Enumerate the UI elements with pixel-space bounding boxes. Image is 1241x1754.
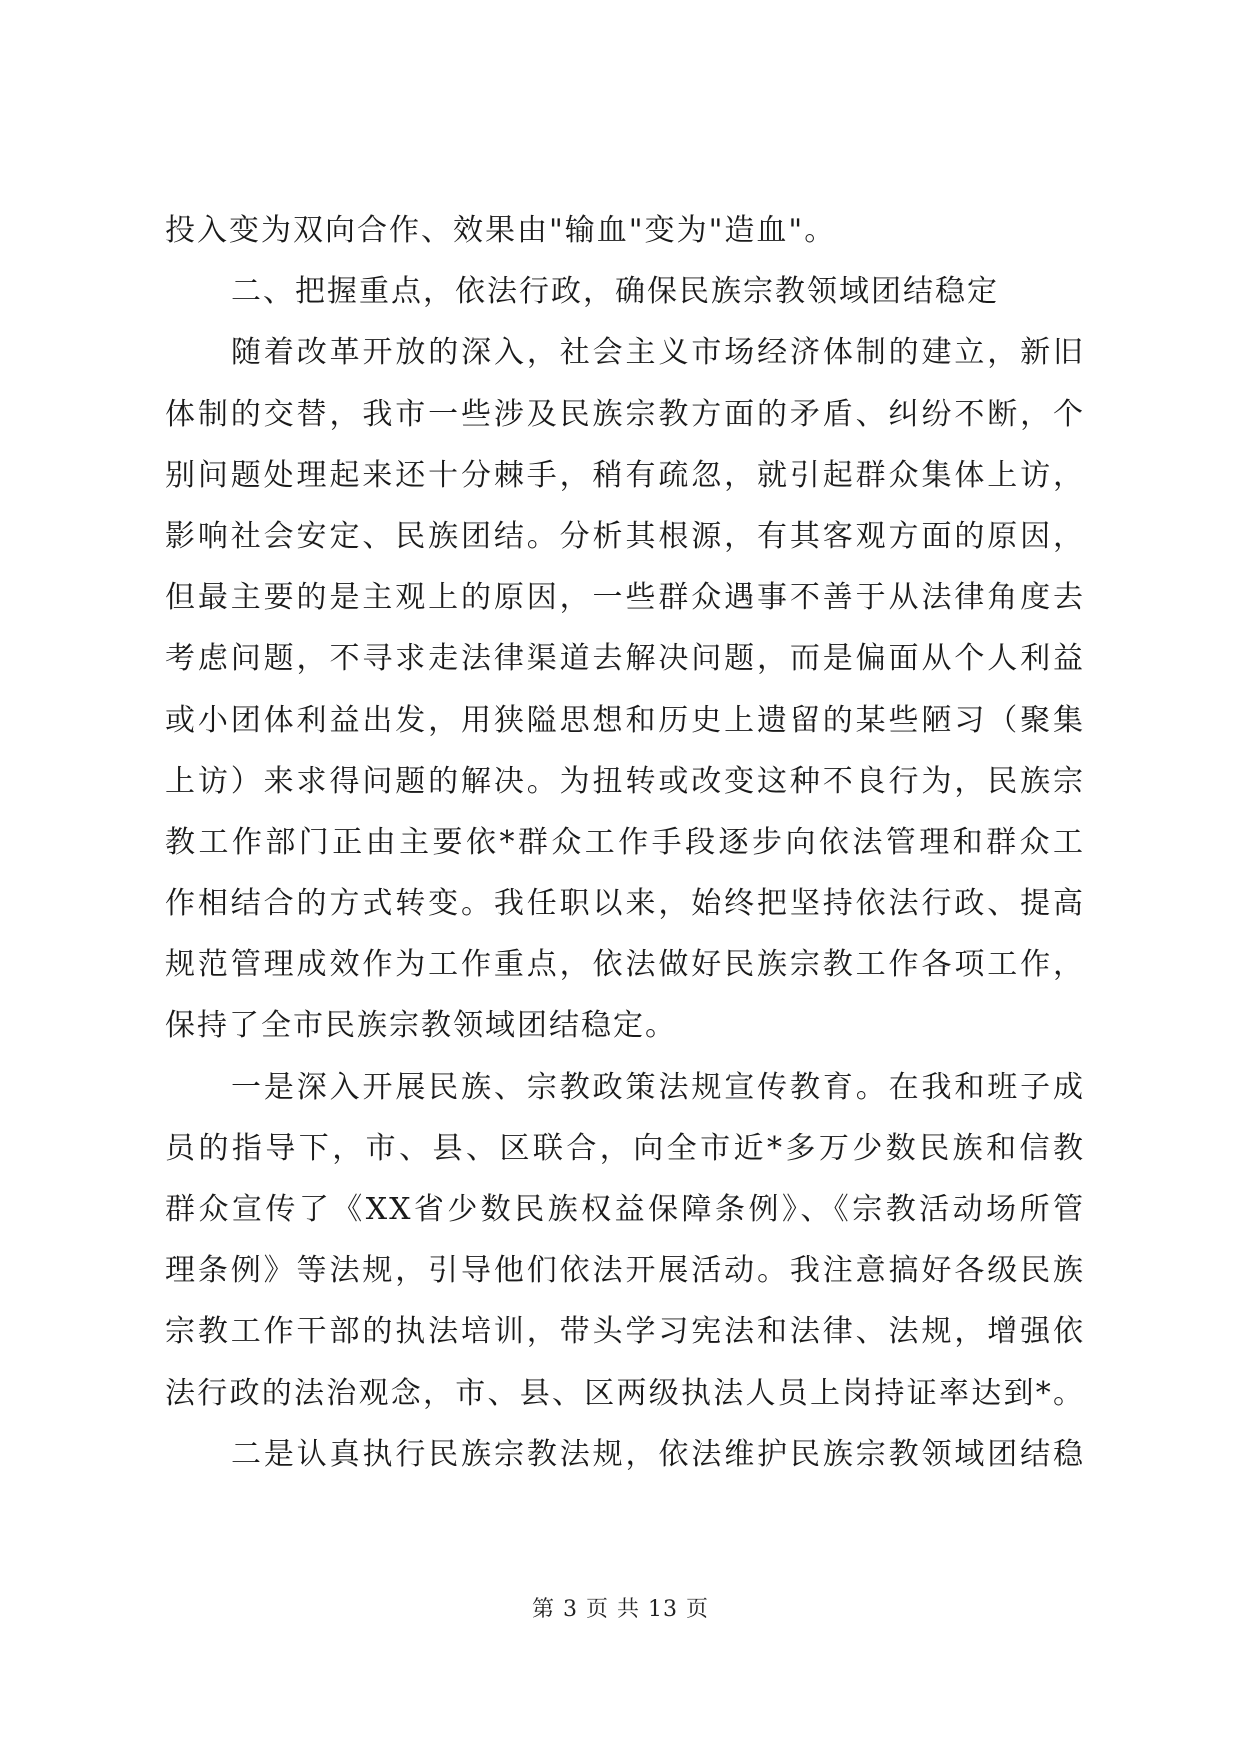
text-line: 规范管理成效作为工作重点，依法做好民族宗教工作各项工作， [165, 947, 1085, 983]
text-line: 教工作部门正由主要依*群众工作手段逐步向依法管理和群众工 [165, 824, 1085, 860]
text-line: 作相结合的方式转变。我任职以来，始终把坚持依法行政、提高 [165, 886, 1085, 922]
text-line: 投入变为双向合作、效果由"输血"变为"造血"。 [165, 213, 837, 248]
text-line: 或小团体利益出发，用狭隘思想和历史上遗留的某些陋习（聚集 [165, 702, 1085, 738]
text-line: 考虑问题，不寻求走法律渠道去解决问题，而是偏面从个人利益 [165, 641, 1085, 677]
text-line: 员的指导下，市、县、区联合，向全市近*多万少数民族和信教 [165, 1130, 1085, 1166]
body-text [165, 200, 1085, 1485]
text-line: 随着改革开放的深入，社会主义市场经济体制的建立，新旧 [231, 335, 1085, 371]
text-line: 一是深入开展民族、宗教政策法规宣传教育。在我和班子成 [231, 1069, 1085, 1105]
text-line: 保持了全市民族宗教领域团结稳定。 [165, 1008, 677, 1044]
text-line: 别问题处理起来还十分棘手，稍有疏忽，就引起群众集体上访， [165, 457, 1085, 493]
text-line: 影响社会安定、民族团结。分析其根源，有其客观方面的原因， [165, 518, 1085, 554]
page-footer: 第 3 页 共 13 页 [532, 1597, 709, 1622]
text-line: 宗教工作干部的执法培训，带头学习宪法和法律、法规，增强依 [165, 1314, 1085, 1350]
text-line: 但最主要的是主观上的原因，一些群众遇事不善于从法律角度去 [165, 580, 1085, 616]
text-line: 二、把握重点，依法行政，确保民族宗教领域团结稳定 [231, 274, 999, 310]
text-line: 体制的交替，我市一些涉及民族宗教方面的矛盾、纠纷不断，个 [165, 396, 1085, 432]
text-line: 上访）来求得问题的解决。为扭转或改变这种不良行为，民族宗 [165, 763, 1085, 799]
text-line: 群众宣传了《XX省少数民族权益保障条例》、《宗教活动场所管 [165, 1192, 1085, 1227]
text-line: 二是认真执行民族宗教法规，依法维护民族宗教领域团结稳 [231, 1436, 1085, 1472]
text-line: 理条例》等法规，引导他们依法开展活动。我注意搞好各级民族 [165, 1253, 1085, 1289]
text-line: 法行政的法治观念，市、县、区两级执法人员上岗持证率达到*。 [165, 1375, 1085, 1411]
